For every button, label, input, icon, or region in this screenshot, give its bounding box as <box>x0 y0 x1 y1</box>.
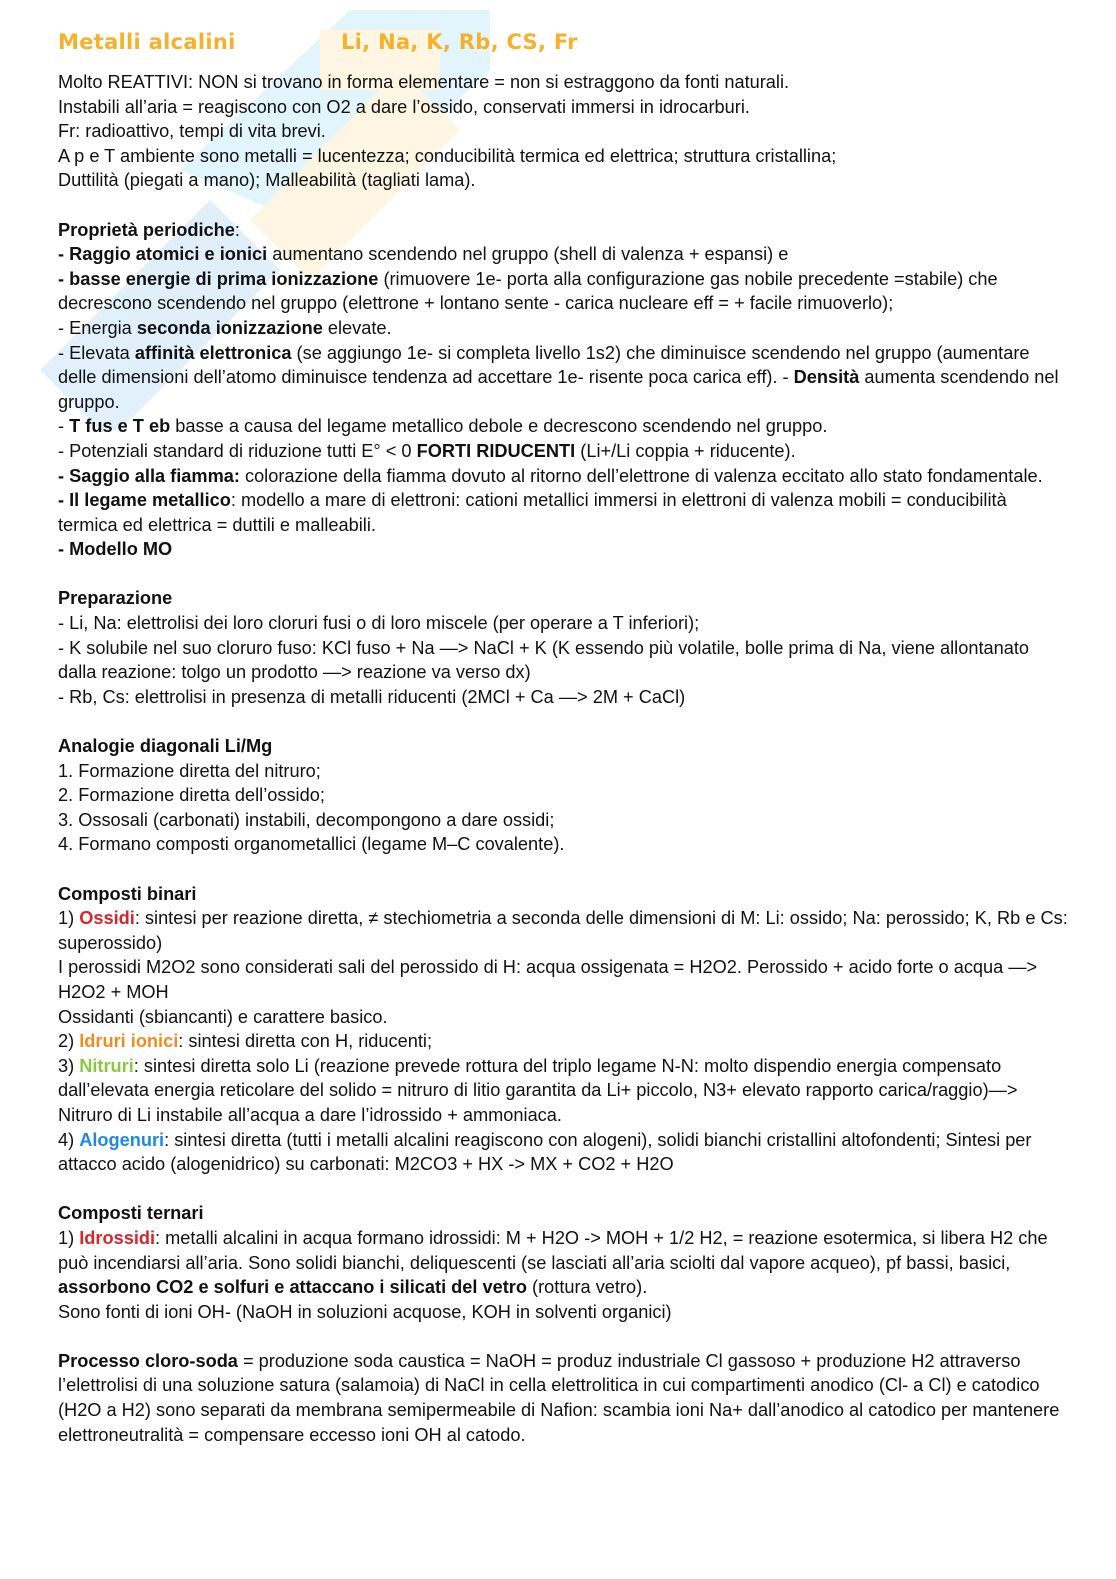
diagonal-item: 3. Ossosali (carbonati) instabili, decompongono a dare ossidi; <box>58 809 555 830</box>
section-heading-binary: Composti binari <box>58 883 197 904</box>
periodic-item: - Potenziali standard di riduzione tutti E° < 0 FORTI RIDUCENTI (Li+/Li coppia + riducente). <box>58 440 796 461</box>
periodic-item: - T fus e T eb basse a causa del legame metallico debole e decrescono scendendo nel gruppo. <box>58 416 828 437</box>
doc-title: Metalli alcalini <box>58 30 236 54</box>
ternary-item-idrossidi: 1) Idrossidi: metalli alcalini in acqua formano idrossidi: M + H2O -> MOH + 1/2 H2, = reazione esotermica, si libera H2 che può incendiarsi all’aria. Sono solidi bianchi, deliquescenti (se lasciati all’aria sciolti dal vapore acqueo), pf bassi, basici, assorbono CO2 e solfuri e attaccano i silicati del vetro (rottura vetro). <box>58 1227 1048 1298</box>
chlor-alkali-paragraph: Processo cloro-soda = produzione soda caustica = NaOH = produz industriale Cl gassoso + produzione H2 attraverso l’elettrolisi di una soluzione satura (salamoia) di NaCl in cella elettrolitica in cui compartimenti anodico (Cl- a Cl) e catodico (H2O a H2) sono separati da membrana semipermeabile di Nafion: scambia ioni Na+ dall’anodico al catodico per mantenere elettroneutralità = compensare eccesso ioni OH al catodo. <box>58 1350 1060 1445</box>
binary-item-alogenuri: 4) Alogenuri: sintesi diretta (tutti i metalli alcalini reagiscono con alogeni), solidi bianchi cristallini altofondenti; Sintesi per attacco acido (alogenidrico) su carbonati: M2CO3 + HX -> MX + CO2 + H2O <box>58 1129 1032 1175</box>
prep-item: - Rb, Cs: elettrolisi in presenza di metalli riducenti (2MCl + Ca —> 2M + CaCl) <box>58 686 686 707</box>
ternary-text: Sono fonti di ioni OH- (NaOH in soluzioni acquose, KOH in solventi organici) <box>58 1301 672 1322</box>
binary-text: I perossidi M2O2 sono considerati sali del perossido di H: acqua ossigenata = H2O2. Perossido + acido forte o acqua —> H2O2 + MOH <box>58 957 1038 1002</box>
periodic-item: - Saggio alla fiamma: colorazione della fiamma dovuto al ritorno dell’elettrone di valenza eccitato allo stato fondamentale. <box>58 465 1043 486</box>
section-heading-prep: Preparazione <box>58 588 173 609</box>
binary-text: Ossidanti (sbiancanti) e carattere basico. <box>58 1006 388 1027</box>
prep-item: - K solubile nel suo cloruro fuso: KCl fuso + Na —> NaCl + K (K essendo più volatile, bolle prima di Na, viene allontanato dalla reazione: tolgo un prodotto —> reazione va verso dx) <box>58 637 1030 683</box>
document-page <box>58 30 1068 1447</box>
title-row <box>58 30 1068 60</box>
periodic-item: - Raggio atomici e ionici aumentano scendendo nel gruppo (shell di valenza + espansi) e <box>58 244 789 265</box>
intro-line: A p e T ambiente sono metalli = lucentezza; conducibilità termica ed elettrica; struttura cristallina; <box>58 145 837 166</box>
intro-line: Duttilità (piegati a mano); Malleabilità (tagliati lama). <box>58 170 476 191</box>
section-heading-ternary: Composti ternari <box>58 1203 204 1224</box>
periodic-item: - Elevata affinità elettronica (se aggiungo 1e- si completa livello 1s2) che diminuisce scendendo nel gruppo (aumentare delle dimensioni dell’atomo diminuisce tendenza ad accettare 1e- risente poca carica eff). - Densità aumenta scendendo nel gruppo. <box>58 342 1059 412</box>
prep-item: - Li, Na: elettrolisi dei loro cloruri fusi o di loro miscele (per operare a T inferiori); <box>58 613 700 634</box>
intro-line: Instabili all’aria = reagiscono con O2 a dare l’ossido, conservati immersi in idrocarburi. <box>58 96 750 117</box>
section-heading-diagonal: Analogie diagonali Li/Mg <box>58 736 273 757</box>
diagonal-item: 1. Formazione diretta del nitruro; <box>58 760 321 781</box>
intro-line: Molto REATTIVI: NON si trovano in forma elementare = non si estraggono da fonti naturali. <box>58 72 790 92</box>
intro-line: Fr: radioattivo, tempi di vita brevi. <box>58 121 326 142</box>
periodic-item: - Il legame metallico: modello a mare di elettroni: cationi metallici immersi in elettroni di valenza mobili = conducibilità termica ed elettrica = duttili e malleabili. <box>58 490 1007 535</box>
diagonal-item: 4. Formano composti organometallici (legame M–C covalente). <box>58 834 565 855</box>
periodic-item: - basse energie di prima ionizzazione (rimuovere 1e- porta alla configurazione gas nobile precedente =stabile) che decrescono scendendo nel gruppo (elettrone + lontano sente - carica nucleare eff = + facile rimuoverlo); <box>58 268 998 314</box>
binary-item-idruri: 2) Idruri ionici: sintesi diretta con H, riducenti; <box>58 1031 432 1052</box>
periodic-item: - Modello MO <box>58 539 173 560</box>
binary-item-nitruri: 3) Nitruri: sintesi diretta solo Li (reazione prevede rottura del triplo legame N-N: molto dispendio energia compensato dall’elevata energia reticolare del solido = nitruro di litio garantita da Li+ piccolo, N3+ elevato rapporto carica/raggio)—> Nitruro di Li instabile all’acqua a dare l’idrossido + ammoniaca. <box>58 1055 1018 1125</box>
doc-subtitle: Li, Na, K, Rb, CS, Fr <box>341 30 578 54</box>
diagonal-item: 2. Formazione diretta dell’ossido; <box>58 785 325 806</box>
periodic-item: - Energia seconda ionizzazione elevate. <box>58 317 392 338</box>
binary-item-ossidi: 1) Ossidi: sintesi per reazione diretta, ≠ stechiometria a seconda delle dimensioni di M: Li: ossido; Na: perossido; K, Rb e Cs: superossido) <box>58 908 1068 953</box>
section-heading-periodic: Proprietà periodiche: <box>58 219 240 240</box>
